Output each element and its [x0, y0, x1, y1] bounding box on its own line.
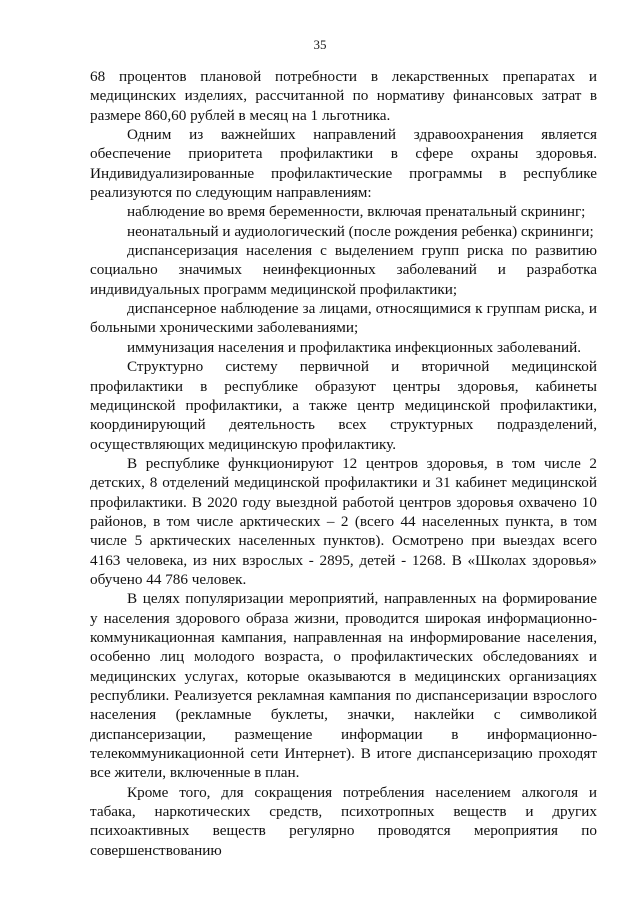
list-item-immunization: иммунизация населения и профилактика инфекционных заболеваний. [127, 338, 582, 356]
list-item-neonatal-screening: неонатальный и аудиологический (после рождения ребенка) скрининги; [127, 222, 594, 240]
paragraph-prevention-priority: Одним из важнейших направлений здравоохранения является обеспечение приоритета профилактики в сфере охраны здоровья. Индивидуализированные профилактические программы в республике реализуются по следующим направлениям: [90, 126, 597, 202]
paragraph-health-centers: В республике функционируют 12 центров здоровья, в том числе 2 детских, 8 отделений медицинской профилактики и 31 кабинет медицинской профилактики. В 2020 году выездной работой центров здоровья охвачено 10 районов, в том числе арктических – 2 (всего 44 населенных пункта, в том числе 5 арктических населенных пунктов). Осмотрено при выездах всего 4163 человека, из них взрослых - 2895, детей - 1268. В «Школах здоровья» обучено 44 786 человек. [90, 454, 597, 588]
list-item-pregnancy-monitoring: наблюдение во время беременности, включая пренатальный скрининг; [127, 203, 586, 221]
paragraph-substance-reduction: Кроме того, для сокращения потребления населением алкоголя и табака, наркотических средств, психотропных веществ и других психоактивных веществ регулярно проводятся мероприятия по совершенствованию [90, 783, 597, 859]
paragraph-prevention-structure: Структурно систему первичной и вторичной медицинской профилактики в республике образуют центры здоровья, кабинеты медицинской профилактики, а также центр медицинской профилактики, координирующий деятельность всех структурных подразделений, осуществляющих медицинскую профилактику. [90, 358, 597, 453]
paragraph-information-campaign: В целях популяризации мероприятий, направленных на формирование у населения здорового образа жизни, проводится широкая информационно-коммуникационная кампания, направленная на информирование населения, особенно лиц молодого возраста, о профилактических обследованиях и медицинских услугах, которые оказываются в медицинских организациях республики. Реализуется рекламная кампания по диспансеризации взрослого населения (рекламные буклеты, значки, наклейки с символикой диспансеризации, размещение информации в информационно-телекоммуникационной сети Интернет). В итоге диспансеризацию проходят все жители, включенные в план. [90, 590, 597, 782]
list-item-dispensary-observation: диспансерное наблюдение за лицами, относящимися к группам риска, и больными хроническими заболеваниями; [90, 300, 597, 337]
list-item-population-screening: диспансеризация населения с выделением групп риска по развитию социально значимых неинфекционных заболеваний и разработка индивидуальных программ медицинской профилактики; [90, 242, 597, 298]
paragraph-continuation: 68 процентов плановой потребности в лекарственных препаратах и медицинских изделиях, рассчитанной по нормативу финансовых затрат в размере 860,60 рублей в месяц на 1 льготника. [90, 68, 597, 124]
document-body [90, 67, 597, 860]
page-number: 35 [313, 37, 327, 52]
